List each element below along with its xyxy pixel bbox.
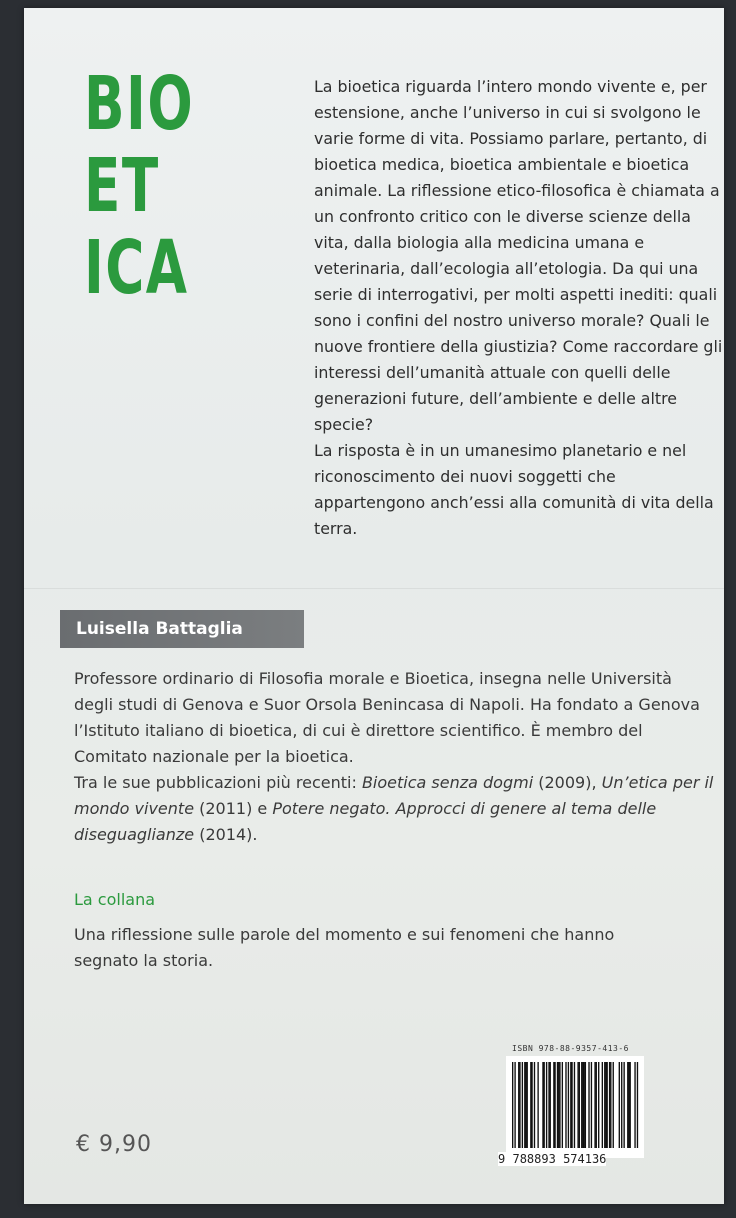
barcode-bar xyxy=(594,1062,595,1148)
barcode-bar xyxy=(613,1062,614,1148)
barcode-bar xyxy=(577,1062,578,1148)
barcode-bar xyxy=(602,1062,603,1148)
barcode-bar xyxy=(514,1062,515,1148)
barcode-bar xyxy=(544,1062,545,1148)
ean-lead-digit: 9 xyxy=(498,1152,506,1166)
author-bio-paragraph-2 xyxy=(74,770,714,848)
barcode-bar xyxy=(598,1062,599,1148)
barcode-block xyxy=(492,1044,648,1168)
barcode-bar xyxy=(548,1062,549,1148)
paper-crease xyxy=(24,588,724,589)
barcode-bar xyxy=(621,1062,622,1148)
barcode-bar xyxy=(596,1062,597,1148)
publications-intro: Tra le sue pubblicazioni più recenti: xyxy=(74,773,362,792)
barcode-bar xyxy=(512,1062,513,1148)
barcode-bar xyxy=(591,1062,592,1148)
barcode-bar xyxy=(585,1062,586,1148)
blurb-paragraph-1: La bioetica riguarda l’intero mondo vivente e, per estensione, anche l’universo in cui si svolgono le varie forme di vita. Possiamo parlare, pertanto, di bioetica medica, bioetica ambientale e bioetica animale. La riflessione etico-filosofica è chiamata a un confronto critico con le diverse scienze della vita, dalla biologia alla medicina umana e veterinaria, dall’ecologia all’etologia. Da qui una serie di interrogativi, per molti aspetti inediti: quali sono i confini del nostro universo morale? Quali le nuove frontiere della giustizia? Come raccordare gli interessi dell’umanità attuale con quelli delle generazioni future, dell’ambiente e delle altre specie? xyxy=(314,77,723,434)
barcode-bar xyxy=(562,1062,563,1148)
cover-title xyxy=(84,63,194,309)
barcode-bar xyxy=(627,1062,628,1148)
ean-group-1: 788893 xyxy=(512,1152,556,1166)
barcode-bar xyxy=(558,1062,559,1148)
barcode-bar xyxy=(582,1062,583,1148)
author-bio xyxy=(74,666,714,848)
barcode-image xyxy=(506,1056,644,1158)
author-name-bar: Luisella Battaglia xyxy=(60,610,304,648)
barcode-bar xyxy=(579,1062,580,1148)
title-line-3: ICA xyxy=(84,225,189,311)
price-label: € 9,90 xyxy=(76,1132,152,1157)
barcode-bar xyxy=(527,1062,528,1148)
author-bio-paragraph-1: Professore ordinario di Filosofia morale e Bioetica, insegna nelle Università degli studi di Genova e Suor Orsola Benincasa di Napoli. Ha fondato a Genova l’Istituto italiano di bioetica, di cui è direttore scientifico. È membro del Comitato nazionale per la bioetica. xyxy=(74,669,700,766)
barcode-bar xyxy=(581,1062,582,1148)
barcode-bar xyxy=(571,1062,572,1148)
barcode-bar xyxy=(557,1062,558,1148)
barcode-bar xyxy=(619,1062,620,1148)
book-back-cover xyxy=(24,8,724,1204)
title-line-1: BIO xyxy=(84,61,195,147)
ean-number xyxy=(498,1152,606,1166)
barcode-bar xyxy=(525,1062,526,1148)
book-year-3: (2014). xyxy=(194,825,258,844)
barcode-bar xyxy=(542,1062,543,1148)
barcode-bar xyxy=(634,1062,635,1148)
barcode-bar xyxy=(531,1062,532,1148)
barcode-bar xyxy=(623,1062,624,1148)
book-title-3: Potere negato. Approcci di genere al tema delle diseguaglianze xyxy=(74,799,657,844)
barcode-bar xyxy=(574,1062,575,1148)
book-title-2: Un’etica per il mondo vivente xyxy=(74,773,714,818)
barcode-bar xyxy=(588,1062,589,1148)
barcode-bar xyxy=(630,1062,631,1148)
barcode-bar xyxy=(537,1062,538,1148)
barcode-background xyxy=(506,1056,644,1158)
barcode-bar xyxy=(522,1062,523,1148)
barcode-bar xyxy=(519,1062,520,1148)
barcode-bar xyxy=(609,1062,610,1148)
ean-group-2: 574136 xyxy=(563,1152,607,1166)
isbn-label: ISBN 978-88-9357-413-6 xyxy=(512,1044,629,1053)
barcode-bar xyxy=(565,1062,566,1148)
blurb xyxy=(314,74,724,542)
barcode-bar xyxy=(550,1062,551,1148)
barcode-bar xyxy=(610,1062,611,1148)
barcode-bar xyxy=(570,1062,571,1148)
series-heading: La collana xyxy=(74,890,156,909)
book-year-2: (2011) e xyxy=(194,799,273,818)
barcode-bar xyxy=(518,1062,519,1148)
barcode-bar xyxy=(554,1062,555,1148)
barcode-bar xyxy=(524,1062,525,1148)
barcode-bar xyxy=(583,1062,584,1148)
barcode-bar xyxy=(546,1062,547,1148)
title-line-2: ET xyxy=(84,143,160,229)
book-title-1: Bioetica senza dogmi xyxy=(361,773,534,792)
barcode-bar xyxy=(637,1062,638,1148)
barcode-bar xyxy=(530,1062,531,1148)
barcode-bar xyxy=(568,1062,569,1148)
series-description: Una riflessione sulle parole del momento e sui fenomeni che hanno segnato la storia. xyxy=(74,925,615,970)
blurb-paragraph-2: La risposta è in un umanesimo planetario e nel riconoscimento dei nuovi soggetti che appartengono anch’essi alla comunità di vita della terra. xyxy=(314,441,714,538)
barcode-bar xyxy=(607,1062,608,1148)
barcode-bar xyxy=(605,1062,606,1148)
barcode-bar xyxy=(559,1062,560,1148)
barcode-bar xyxy=(534,1062,535,1148)
barcode-bar xyxy=(553,1062,554,1148)
book-year-1: (2009), xyxy=(533,773,597,792)
barcode-bar xyxy=(628,1062,629,1148)
barcode-bar xyxy=(604,1062,605,1148)
